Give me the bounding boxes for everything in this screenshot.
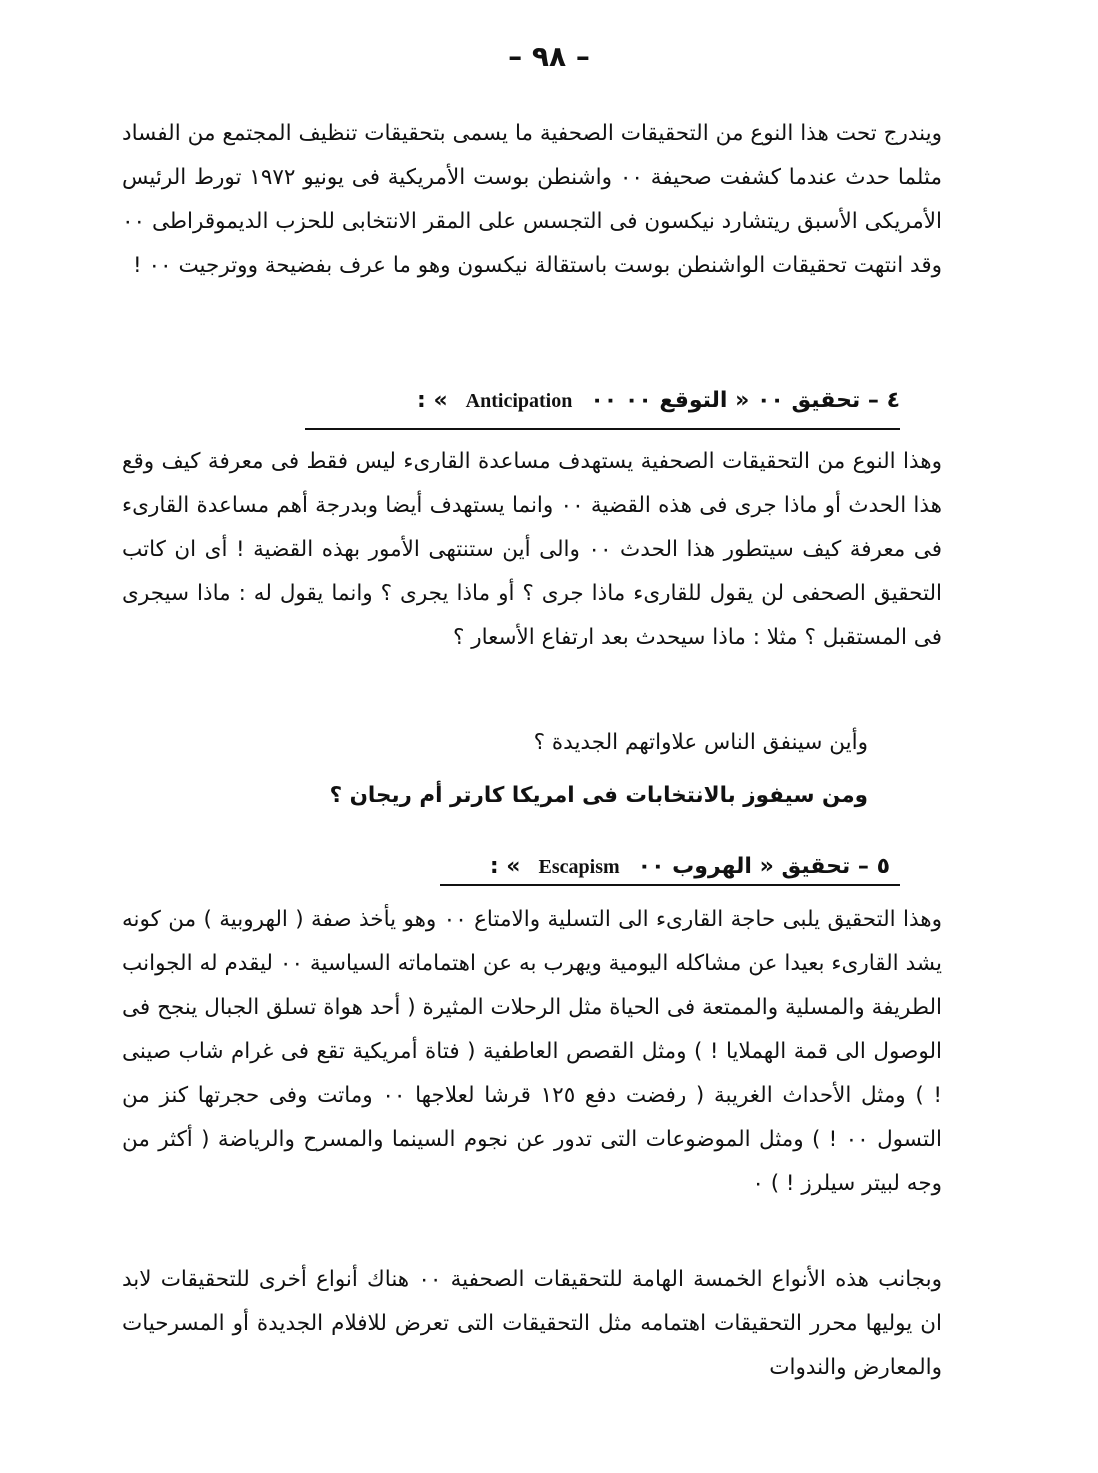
paragraph-anticipation bbox=[122, 440, 942, 660]
question-item: وأين سينفق الناس علاواتهم الجديدة ؟ bbox=[533, 730, 868, 755]
heading-underline bbox=[305, 428, 900, 430]
paragraph-watergate bbox=[122, 112, 942, 288]
paragraph-other-types bbox=[122, 1258, 942, 1390]
example-questions bbox=[330, 716, 868, 822]
heading-underline bbox=[440, 884, 900, 886]
paragraph-escapism bbox=[122, 898, 942, 1206]
question-item: ومن سيفوز بالانتخابات فى امريكا كارتر أم ريجان ؟ bbox=[329, 783, 868, 808]
heading-latin: Anticipation bbox=[465, 390, 573, 412]
heading-suffix: » : bbox=[489, 854, 521, 879]
heading-suffix: » : bbox=[417, 388, 448, 413]
section-heading-anticipation bbox=[417, 388, 900, 413]
paragraph-text: ويندرج تحت هذا النوع من التحقيقات الصحفية ما يسمى بتحقيقات تنظيف المجتمع من الفساد مثلما حدث عندما كشفت صحيفة ٠٠ واشنطن بوست الأمريكية فى يونيو ١٩٧٢ تورط الرئيس الأمريكى الأسبق ريتشارد نيكسون فى التجسس على المقر الانتخابى للحزب الديموقراطى ٠٠ وقد انتهت تحقيقات الواشنطن بوست باستقالة نيكسون وهو ما عرف بفضيحة ووترجيت ٠٠ ! bbox=[122, 121, 943, 278]
heading-latin: Escapism bbox=[538, 856, 620, 878]
paragraph-text: وهذا التحقيق يلبى حاجة القارىء الى التسلية والامتاع ٠٠ وهو يأخذ صفة ( الهروبية ) من كونه يشد القارىء بعيدا عن مشاكله اليومية ويهرب به عن اهتماماته السياسية ٠٠ ليقدم له الجوانب الطريفة والمسلية والممتعة فى الحياة مثل الرحلات المثيرة ( أحد هواة تسلق الجبال ينجح فى الوصول الى قمة الهملايا ! ) ومثل القصص العاطفية ( فتاة أمريكية تقع فى غرام شاب صينى ! ) ومثل الأحداث الغريبة ( رفضت دفع ١٢٥ قرشا لعلاجها ٠٠ وماتت وفى حجرتها كنز من التسول ٠٠ ! ) ومثل الموضوعات التى تدور عن نجوم السينما والمسرح والرياضة ( أكثر من وجه لبيتر سيلرز ! ) ٠ bbox=[122, 907, 943, 1196]
heading-arabic: ٤ – تحقيق ٠٠ « التوقع ٠٠ ٠٠ bbox=[590, 388, 900, 413]
paragraph-text: وهذا النوع من التحقيقات الصحفية يستهدف مساعدة القارىء ليس فقط فى معرفة كيف وقع هذا الحدث أو ماذا جرى فى هذه القضية ٠٠ وانما يستهدف أيضا وبدرجة أهم مساعدة القارىء فى معرفة كيف سيتطور هذا الحدث ٠٠ والى أين ستنتهى الأمور بهذه القضية ! أى ان كاتب التحقيق الصحفى لن يقول للقارىء ماذا جرى ؟ أو ماذا يجرى ؟ وانما يقول له : ماذا سيجرى فى المستقبل ؟ مثلا : ماذا سيحدث بعد ارتفاع الأسعار ؟ bbox=[122, 449, 942, 650]
page-number: – ٩٨ – bbox=[508, 40, 590, 73]
heading-arabic: ٥ – تحقيق « الهروب ٠٠ bbox=[637, 854, 890, 879]
section-heading-escapism bbox=[490, 854, 890, 879]
paragraph-text: وبجانب هذه الأنواع الخمسة الهامة للتحقيقات الصحفية ٠٠ هناك أنواع أخرى للتحقيقات لابد ان يوليها محرر التحقيقات اهتمامه مثل التحقيقات التى تعرض للافلام الجديدة أو المسرحيات والمعارض والندوات bbox=[122, 1267, 942, 1380]
